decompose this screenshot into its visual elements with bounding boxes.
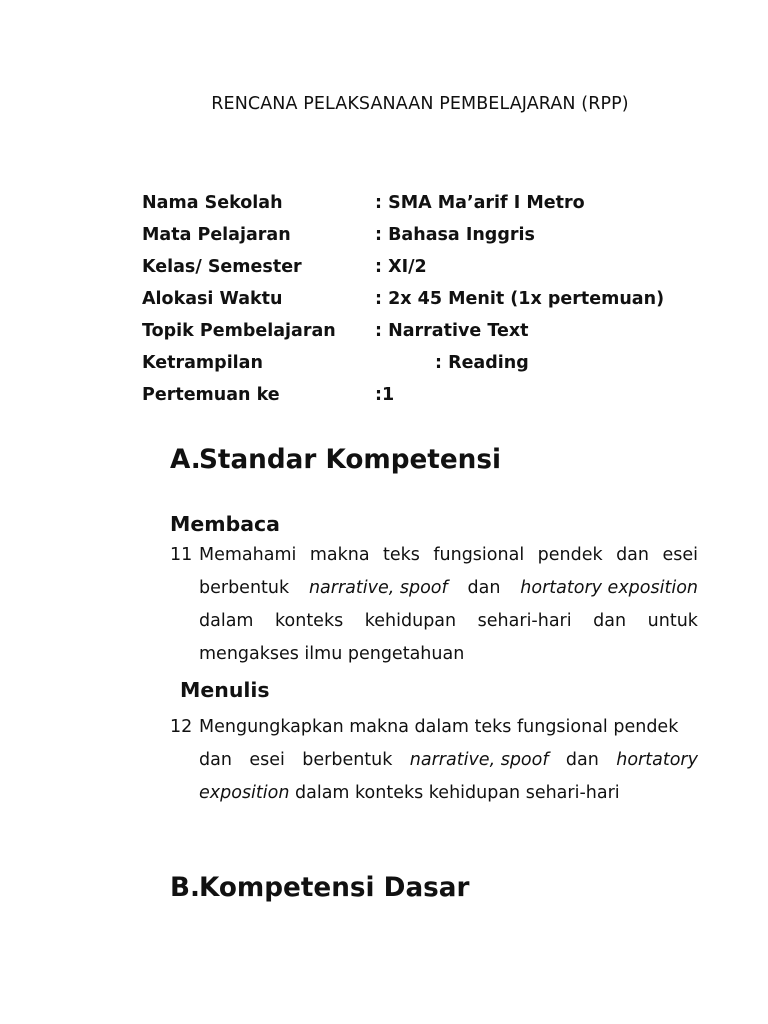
word: sehari-hari <box>477 611 572 631</box>
item-text <box>199 539 698 671</box>
info-row-alokasi-waktu <box>142 287 665 311</box>
document-title: RENCANA PELAKSANAAN PEMBELAJARAN (RPP) <box>211 94 629 114</box>
word: dalam <box>199 611 254 631</box>
subheading-membaca: Membaca <box>170 512 280 536</box>
word: fungsional <box>433 545 525 565</box>
section-title: Standar Kompetensi <box>199 445 501 475</box>
italic-term: narrative, spoof <box>308 578 448 598</box>
italic-term: narrative, spoof <box>409 750 549 770</box>
info-row-mata-pelajaran <box>142 223 535 247</box>
info-value: : Bahasa Inggris <box>375 225 535 245</box>
section-b-heading <box>170 873 470 903</box>
info-row-ketrampilan <box>142 351 529 375</box>
item-number: 12 <box>170 717 193 737</box>
info-label: Topik Pembelajaran <box>142 321 336 341</box>
text-line: Mengungkapkan makna dalam teks fungsional pendek <box>199 717 679 737</box>
section-letter: B. <box>170 873 200 903</box>
competency-item-11 <box>170 539 698 671</box>
word: makna <box>309 545 370 565</box>
item-number: 11 <box>170 545 193 565</box>
info-value: : Reading <box>435 353 529 373</box>
info-label: Kelas/ Semester <box>142 257 302 277</box>
word: dan <box>593 611 627 631</box>
info-row-pertemuan <box>142 383 395 407</box>
info-value: : XI/2 <box>375 257 427 277</box>
word: pendek <box>537 545 603 565</box>
info-label: Nama Sekolah <box>142 193 283 213</box>
item-text <box>199 711 698 810</box>
info-row-nama-sekolah <box>142 191 585 215</box>
info-label: Alokasi Waktu <box>142 289 283 309</box>
info-row-topik-pembelajaran <box>142 319 529 343</box>
italic-term: hortatory exposition <box>520 578 698 598</box>
text-run: dalam konteks kehidupan sehari-hari <box>289 783 620 803</box>
word: berbentuk <box>302 750 393 770</box>
word: teks <box>383 545 420 565</box>
text-line <box>199 572 698 605</box>
text-line <box>199 605 698 638</box>
word: kehidupan <box>364 611 457 631</box>
italic-term: exposition <box>199 783 290 803</box>
italic-term: hortatory <box>616 750 698 770</box>
word: untuk <box>647 611 698 631</box>
word: berbentuk <box>199 578 290 598</box>
word: konteks <box>275 611 344 631</box>
text-line <box>199 777 698 810</box>
info-label: Mata Pelajaran <box>142 225 291 245</box>
word: Memahami <box>199 545 297 565</box>
info-value: :1 <box>375 385 395 405</box>
info-value: : Narrative Text <box>375 321 529 341</box>
text-line: mengakses ilmu pengetahuan <box>199 644 465 664</box>
text-line <box>199 539 698 572</box>
info-row-kelas-semester <box>142 255 427 279</box>
word: dan <box>467 578 501 598</box>
info-label: Ketrampilan <box>142 353 263 373</box>
word: esei <box>662 545 698 565</box>
subheading-menulis: Menulis <box>180 678 270 702</box>
word: dan <box>616 545 650 565</box>
word: esei <box>249 750 285 770</box>
info-label: Pertemuan ke <box>142 385 280 405</box>
info-value: : SMA Ma’arif I Metro <box>375 193 585 213</box>
section-title: Kompetensi Dasar <box>199 873 470 903</box>
word: dan <box>199 750 232 770</box>
info-value: : 2x 45 Menit (1x pertemuan) <box>375 289 665 309</box>
word: dan <box>565 750 599 770</box>
competency-item-12 <box>170 711 698 810</box>
text-line <box>199 744 698 777</box>
section-letter: A. <box>170 445 201 475</box>
section-a-heading <box>170 445 501 475</box>
